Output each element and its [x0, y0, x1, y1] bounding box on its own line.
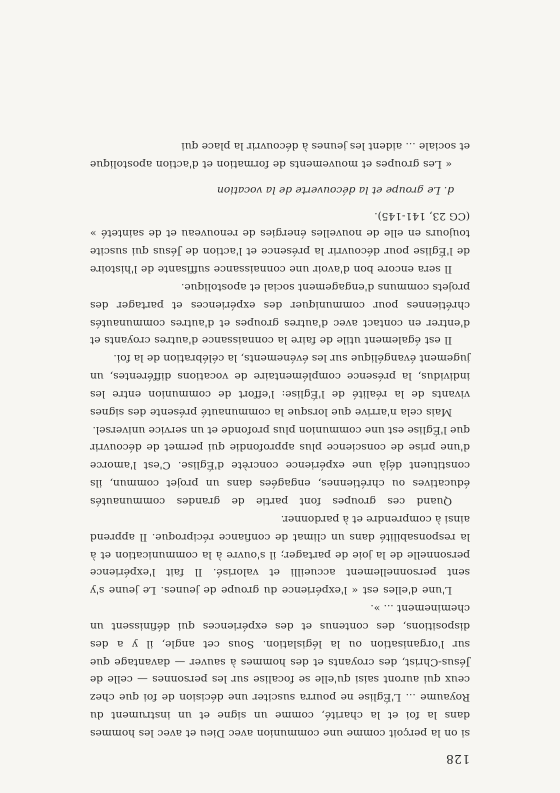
body-text — [90, 136, 470, 741]
paragraph-6: Il sera encore bon d'avoir une connaissance suffisante de l'histoire de l'Église pour découvrir la présence et l'action de Jésus qui suscite toujours en elle de nouvelles énergies de renouveau et de sainteté » (CG 23, 141-145). — [90, 209, 470, 276]
paragraph-4: Mais cela n'arrive que lorsque la communauté présente des signes vivants de la réalité de l'Église: l'effort de communion entre les individus, la présence complémentaire de vocations différentes, un jugement évangélique sur les événements, la célébration de la foi. — [90, 352, 470, 418]
paragraph-3: Quand ces groupes font partie de grandes communautés éducatives ou chrétiennes, engagées dans un projet commun, ils constituent déjà une expérience concrète d'Église. C'est l'amorce d'une prise de conscience plus approfondie qui permet de découvrir que l'Église est une communion plus profonde et un service universel. — [90, 423, 470, 508]
paragraph-1: si on la perçoit comme une communion avec Dieu et avec les hommes dans la foi et la charité, comme un signe et un instrument du Royaume ... L'Église ne pourra susciter une décision de foi que chez ceux qui auront saisi qu'elle se focalise sur les personnes — celle de Jésus-Christ, des croyants et des hommes à sauver — davantage que sur l'organisation ou la législation. Sous cet angle, il y a des dispositions, des contenus et des expériences qui définissent un cheminement ... ». — [90, 602, 470, 739]
paragraph-5: Il est également utile de faire la connaissance d'autres croyants et d'entrer en contact avec d'autres groupes et d'autres communautés chrétiennes pour communiquer des expériences et partager des projets communs d'engagement social et apostolique. — [90, 280, 470, 347]
page-number: 128 — [445, 752, 470, 766]
paragraph-2: L'une d'elles est « l'expérience du groupe de jeunes. Le jeune s'y sent personnellement accueilli et valorisé. Il fait l'expérience personnelle de la joie de partager; il s'ouvre à la communication et à la responsabilité dans un climat de confiance réciproque. Il apprend ainsi à comprendre et à pardonner. — [90, 512, 470, 597]
section-heading: d. Le groupe et la découverte de la vocation — [217, 183, 454, 196]
paragraph-7: « Les groupes et mouvements de formation et d'action apostolique et sociale ... aident les jeunes à découvrir la place qui — [90, 140, 470, 170]
